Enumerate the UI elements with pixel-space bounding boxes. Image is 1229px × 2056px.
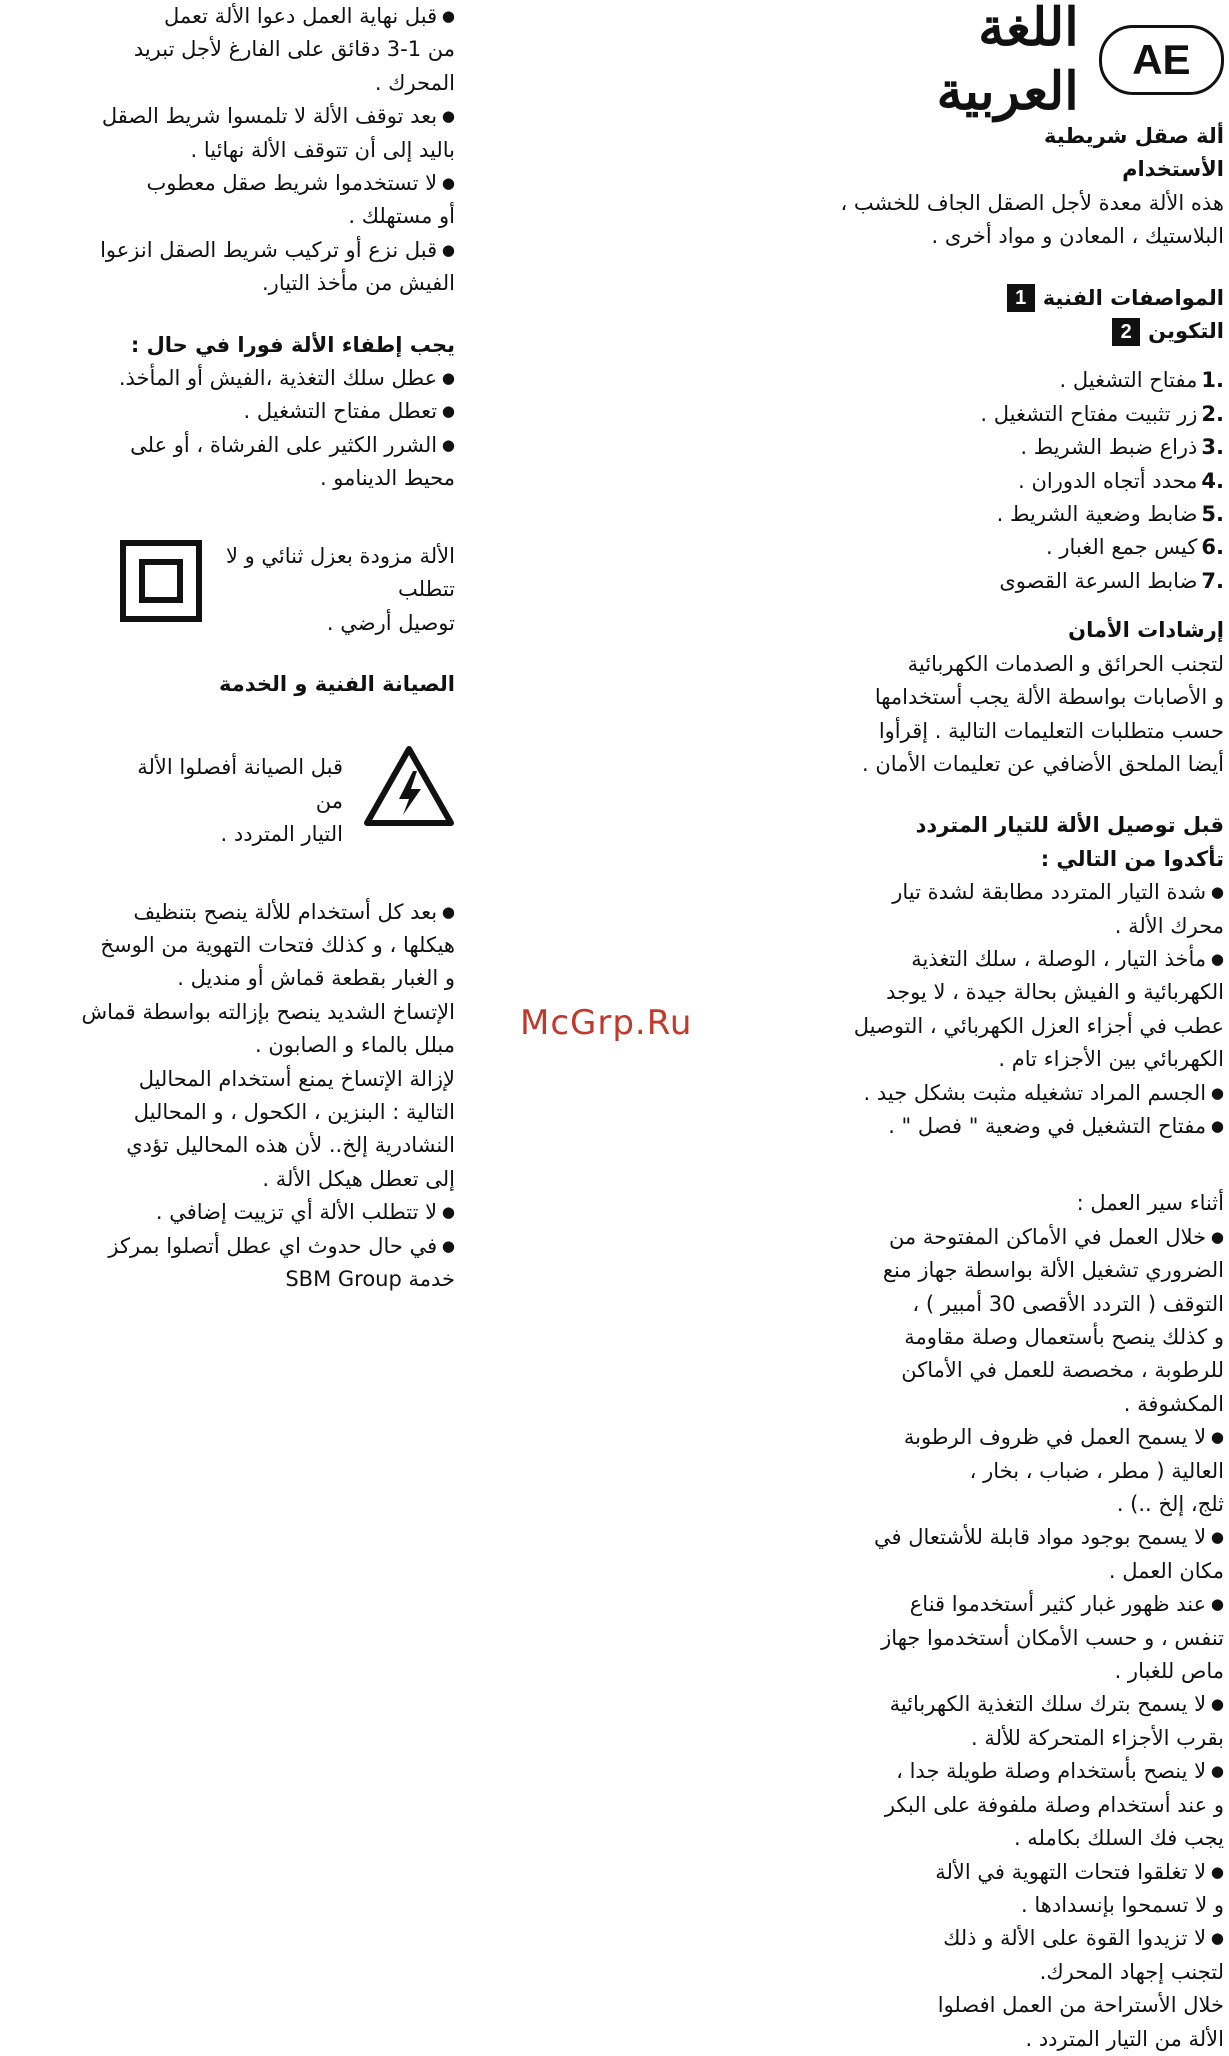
- work-line: ● لا يسمح العمل في ظروف الرطوبة: [828, 1421, 1224, 1454]
- connect-line: ● شدة التيار المتردد مطابقة لشدة تيار: [828, 876, 1224, 909]
- parts-list-item: 4. محدد أتجاه الدوران .: [1018, 468, 1224, 493]
- end-of-work-line: ● بعد توقف الألة لا تلمسوا شريط الصقل: [0, 100, 455, 133]
- connect-heading: قبل توصيل الألة للتيار المتردد: [915, 813, 1224, 838]
- work-line: للرطوبة ، مخصصة للعمل في الأماكن: [901, 1358, 1224, 1383]
- parts-list-item: 3. ذراع ضبط الشريط .: [1020, 435, 1224, 460]
- switch-off-heading: يجب إطفاء الألة فورا في حال :: [130, 332, 455, 357]
- parts-list-item: 7. ضابط السرعة القصوى: [999, 568, 1224, 593]
- usage-line: هذه الألة معدة لأجل الصقل الجاف للخشب ،: [840, 190, 1224, 215]
- work-line: ● لا تزيدوا القوة على الألة و ذلك: [828, 1922, 1224, 1955]
- end-of-work-line: ● قبل نزع أو تركيب شريط الصقل انزعوا: [0, 234, 455, 267]
- safety-line: أيضا الملحق الأضافي عن تعليمات الأمان .: [862, 751, 1224, 776]
- work-line: ● عند ظهور غبار كثير أستخدموا قناع: [828, 1588, 1224, 1621]
- watermark-text: McGrp.Ru: [520, 1003, 693, 1043]
- end-of-work-line: باليد إلى أن تتوقف الألة نهائيا .: [190, 137, 455, 162]
- work-line: المكشوفة .: [1123, 1391, 1224, 1416]
- connect-line: الكهربائية و الفيش بحالة جيدة ، لا يوجد: [886, 980, 1224, 1005]
- care-line: خدمة SBM Group: [285, 1267, 455, 1291]
- work-line: ● لا تغلقوا فتحات التهوية في الألة: [828, 1856, 1224, 1889]
- connect-line: ● مفتاح التشغيل في وضعية " فصل " .: [828, 1110, 1224, 1143]
- figure-ref-badge: 1: [1007, 284, 1035, 312]
- electric-warning-note: [0, 745, 455, 851]
- work-line: و عند أستخدام وصلة ملفوفة على البكر: [884, 1792, 1224, 1817]
- work-line: ماص للغبار .: [1114, 1659, 1224, 1684]
- double-insulation-icon: [120, 540, 202, 622]
- connect-line: ● الجسم المراد تشغيله مثبت بشكل جيد .: [828, 1077, 1224, 1110]
- care-line: النشادرية إلخ.. لأن هذه المحاليل تؤدي: [126, 1133, 455, 1158]
- work-line: ● لا ينصح بأستخدام وصلة طويلة جدا ،: [828, 1755, 1224, 1788]
- left-column: [0, 0, 455, 1296]
- care-line: التالية : البنزين ، الكحول ، و المحاليل: [133, 1099, 455, 1124]
- build-heading-row: [828, 315, 1224, 348]
- care-line: مبلل بالماء و الصابون .: [255, 1033, 455, 1058]
- high-voltage-warning-icon: [363, 745, 455, 827]
- language-badge: AE: [1099, 25, 1224, 95]
- end-of-work-line: ● لا تستخدموا شريط صقل معطوب: [0, 167, 455, 200]
- connect-subheading: تأكدوا من التالي :: [1040, 846, 1224, 871]
- work-line: الألة من التيار المتردد .: [1025, 2026, 1224, 2051]
- figure-ref-badge: 2: [1112, 318, 1140, 346]
- warning-line: قبل الصيانة أفصلوا الألة من: [137, 755, 343, 813]
- end-of-work-line: ● قبل نهاية العمل دعوا الألة تعمل: [0, 0, 455, 33]
- language-title: اللغة العربية: [936, 0, 1079, 122]
- language-header: [828, 0, 1224, 120]
- switch-off-line: ● تعطل مفتاح التشغيل .: [0, 395, 455, 428]
- care-line: هيكلها ، و كذلك فتحات التهوية من الوسخ: [100, 932, 455, 957]
- switch-off-line: محيط الدينامو .: [319, 466, 455, 491]
- safety-heading: إرشادات الأمان: [1068, 618, 1224, 643]
- connect-line: محرك الألة .: [1114, 913, 1224, 938]
- work-line: خلال الأستراحة من العمل افصلوا: [937, 1993, 1224, 2018]
- work-line: الضروري تشغيل الألة بواسطة جهاز منع: [882, 1258, 1224, 1283]
- work-line: ● لا يسمح بترك سلك التغذية الكهربائية: [828, 1688, 1224, 1721]
- end-of-work-line: أو مستهلك .: [348, 204, 455, 229]
- connect-line: الكهربائي بين الأجزاء تام .: [998, 1047, 1224, 1072]
- warning-line: التيار المتردد .: [220, 822, 343, 847]
- work-line: و لا تسمحوا بإنسدادها .: [1021, 1892, 1224, 1917]
- work-line: العالية ( مطر ، ضباب ، بخار ،: [969, 1458, 1224, 1483]
- switch-off-line: ● الشرر الكثير على الفرشاة ، أو على: [0, 429, 455, 462]
- care-line: ● لا تتطلب الألة أي تزييت إضافي .: [0, 1196, 455, 1229]
- usage-heading: الأستخدام: [1122, 157, 1224, 182]
- end-of-work-line: من 1-3 دقائق على الفارغ لأجل تبريد: [133, 37, 455, 62]
- care-line: ● في حال حدوث اي عطل أتصلوا بمركز: [0, 1230, 455, 1263]
- work-line: بقرب الأجزاء المتحركة للألة .: [971, 1725, 1224, 1750]
- maintenance-heading: الصيانة الفنية و الخدمة: [218, 671, 455, 696]
- machine-name: ألة صقل شريطية: [1044, 124, 1224, 148]
- safety-line: و الأصابات بواسطة الألة يجب أستخدامها: [874, 685, 1224, 710]
- care-line: الإتساخ الشديد ينصح بإزالته بواسطة قماش: [81, 999, 455, 1024]
- spec-heading: المواصفات الفنية: [1042, 285, 1224, 310]
- insulation-line: الألة مزودة بعزل ثنائي و لا تتطلب: [225, 543, 455, 602]
- end-of-work-line: المحرك .: [374, 70, 455, 95]
- parts-list-item: 6. كيس جمع الغبار .: [1046, 535, 1224, 560]
- work-line: يجب فك السلك بكامله .: [1013, 1826, 1224, 1851]
- end-of-work-line: الفيش من مأخذ التيار.: [262, 271, 455, 296]
- insulation-line: توصيل أرضي .: [326, 610, 455, 635]
- parts-list: [828, 364, 1224, 598]
- parts-list-item: 2. زر تثبيت مفتاح التشغيل .: [980, 401, 1224, 426]
- connect-line: ● مأخذ التيار ، الوصلة ، سلك التغذية: [828, 943, 1224, 976]
- usage-line: البلاستيك ، المعادن و مواد أخرى .: [931, 224, 1224, 249]
- work-line: و كذلك ينصح بأستعمال وصلة مقاومة: [904, 1325, 1224, 1349]
- right-column: [828, 0, 1224, 2056]
- work-line: التوقف ( التردد الأقصى 30 أمبير ) ،: [912, 1291, 1224, 1316]
- safety-line: حسب متطلبات التعليمات التالية . إقرأوا: [878, 718, 1224, 743]
- work-line: ● لا يسمح بوجود مواد قابلة للأشتعال في: [828, 1521, 1224, 1554]
- work-line: ثلج، إلخ ..) .: [1116, 1492, 1224, 1517]
- switch-off-line: ● عطل سلك التغذية ،الفيش أو المأخذ.: [0, 362, 455, 395]
- work-line: ● خلال العمل في الأماكن المفتوحة من: [828, 1221, 1224, 1254]
- care-line: و الغبار بقطعة قماش أو منديل .: [177, 966, 455, 991]
- safety-line: لتجنب الحرائق و الصدمات الكهربائية: [907, 651, 1224, 676]
- work-heading: أثناء سير العمل :: [1076, 1191, 1224, 1216]
- care-line: لإزالة الإتساخ يمنع أستخدام المحاليل: [138, 1066, 455, 1091]
- work-line: لتجنب إجهاد المحرك.: [1039, 1959, 1224, 1984]
- care-line: إلى تعطل هيكل الألة .: [262, 1166, 455, 1191]
- build-heading: التكوين: [1148, 319, 1224, 344]
- connect-line: عطب في أجزاء العزل الكهربائي ، التوصيل: [853, 1013, 1224, 1038]
- parts-list-item: 5. ضابط وضعية الشريط .: [996, 502, 1224, 527]
- care-line: ● بعد كل أستخدام للألة ينصح بتنظيف: [0, 896, 455, 929]
- work-line: مكان العمل .: [1108, 1558, 1224, 1583]
- double-insulation-note: [0, 540, 455, 640]
- spec-heading-row: [828, 282, 1224, 315]
- parts-list-item: 1. مفتاح التشغيل .: [1059, 368, 1224, 393]
- work-line: تنفس ، و حسب الأمكان أستخدموا جهاز: [881, 1625, 1224, 1650]
